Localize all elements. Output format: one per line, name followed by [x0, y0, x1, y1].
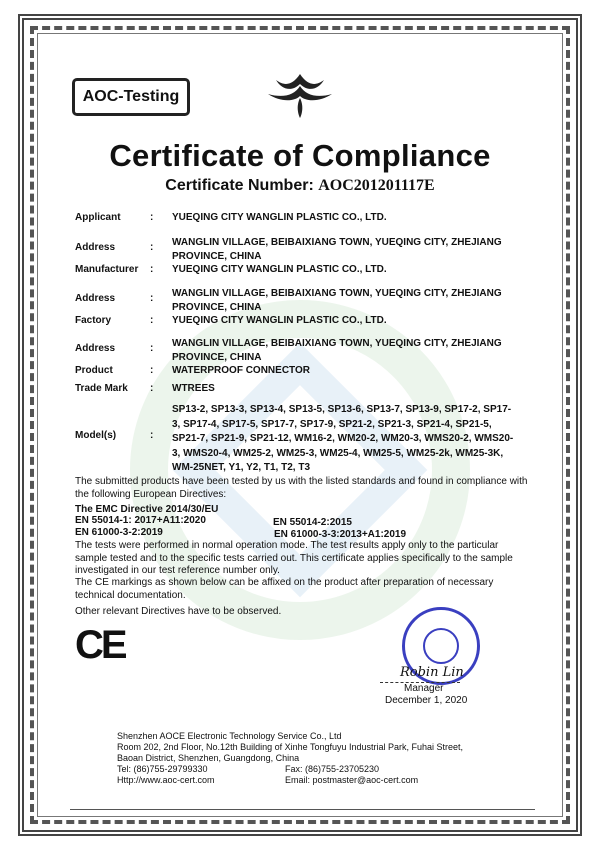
colon: :: [150, 365, 154, 376]
field-label: Applicant: [75, 212, 121, 223]
tests-text: The tests were performed in normal operation mode. The test results apply only to the particular sample tested and to the specific tests carried out. This certificate applies specifically to the sample investigated in our test reference number only.: [75, 540, 513, 576]
field-value: WATERPROOF CONNECTOR: [172, 365, 310, 376]
footer-divider: [70, 809, 535, 810]
ornament-icon: [262, 72, 338, 120]
colon: :: [150, 343, 154, 354]
field-label: Trade Mark: [75, 383, 128, 394]
cert-label: Certificate Number:: [165, 177, 314, 194]
colon: :: [150, 293, 154, 304]
ce-text: The CE markings as shown below can be affixed on the product after preparation of necessary technical documentation.: [75, 577, 494, 601]
footer-address: Baoan District, Shenzhen, Guangdong, China: [117, 753, 300, 763]
colon: :: [150, 212, 154, 223]
footer-tel: Tel: (86)755-29799330: [117, 764, 208, 774]
field-value: WTREES: [172, 383, 215, 394]
field-label: Address: [75, 293, 116, 304]
field-value: SP13-2, SP13-3, SP13-4, SP13-5, SP13-6, SP13-7, SP13-9, SP17-2, SP17-3, SP17-4, SP17-5, SP17-7, SP17-9, SP21-2, SP21-3, SP21-4, SP21-5, SP21-7, SP21-9, SP21-12, WM16-2, WM20-2, WM20-3, WMS20-2, WMS20-3, WMS20-4, WM25-2, WM25-3, WM25-4, WM25-5, WM25-2k, WM25-3K, WM-25NET, Y1, Y2, T1, T2, T3: [172, 404, 514, 473]
colon: :: [150, 264, 154, 275]
footer-email: Email: postmaster@aoc-cert.com: [285, 775, 419, 785]
standard: EN 61000-3-2:2019: [75, 527, 163, 538]
other-directives-text: Other relevant Directives have to be observed.: [75, 606, 282, 617]
field-value: YUEQING CITY WANGLIN PLASTIC CO., LTD.: [172, 212, 387, 223]
aoc-logo: AOC-Testing: [72, 78, 190, 116]
field-label: Manufacturer: [75, 264, 139, 275]
field-label: Factory: [75, 315, 112, 326]
colon: :: [150, 242, 154, 253]
page-title: Certificate of Compliance: [109, 138, 491, 173]
field-value: YUEQING CITY WANGLIN PLASTIC CO., LTD.: [172, 264, 387, 275]
signer-title: Manager: [404, 683, 444, 694]
intro-text: The submitted products have been tested by us with the listed standards and found in compliance with the following European Directives:: [75, 476, 528, 500]
cert-number-value: AOC201201117E: [318, 177, 435, 194]
footer-company: Shenzhen AOCE Electronic Technology Service Co., Ltd: [117, 731, 342, 741]
footer-fax: Fax: (86)755-23705230: [285, 764, 380, 774]
certificate-number: [0, 177, 600, 195]
standard: EN 55014-1: 2017+A11:2020: [75, 515, 206, 526]
colon: :: [150, 315, 154, 326]
stamp-emblem-icon: [423, 628, 459, 664]
field-label: Address: [75, 242, 116, 253]
footer-address: Room 202, 2nd Floor, No.12th Building of Xinhe Tongfuyu Industrial Park, Fuhai Street,: [117, 742, 464, 752]
issue-date: December 1, 2020: [385, 695, 468, 706]
field-value: YUEQING CITY WANGLIN PLASTIC CO., LTD.: [172, 315, 387, 326]
field-label: Model(s): [75, 430, 117, 441]
field-label: Product: [75, 365, 113, 376]
colon: :: [150, 430, 154, 441]
field-value: WANGLIN VILLAGE, BEIBAIXIANG TOWN, YUEQING CITY, ZHEJIANG PROVINCE, CHINA: [172, 338, 502, 363]
standard: EN 55014-2:2015: [273, 517, 352, 528]
directive-title: The EMC Directive 2014/30/EU: [75, 504, 219, 515]
field-value: WANGLIN VILLAGE, BEIBAIXIANG TOWN, YUEQING CITY, ZHEJIANG PROVINCE, CHINA: [172, 237, 502, 262]
signature: Robin Lin: [400, 665, 464, 680]
field-label: Address: [75, 343, 116, 354]
colon: :: [150, 383, 154, 394]
ce-mark: CE: [75, 623, 125, 667]
standard: EN 61000-3-3:2013+A1:2019: [274, 529, 407, 540]
field-value: WANGLIN VILLAGE, BEIBAIXIANG TOWN, YUEQING CITY, ZHEJIANG PROVINCE, CHINA: [172, 288, 502, 313]
footer-website: Http://www.aoc-cert.com: [117, 775, 215, 785]
